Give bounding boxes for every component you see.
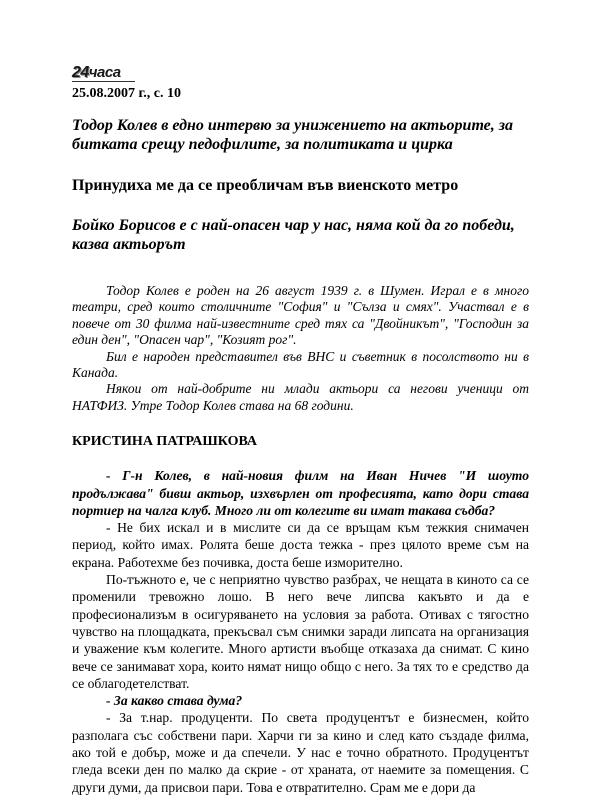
- interview-question: - За какво става дума?: [106, 693, 243, 709]
- interview-answer: По-тъжното е, че с неприятно чувство разбрах, че нещата в киното са се променили тревожно лошо. В него вече липсва какъвто и да е професионализъм в осигуряването на условия за работа. Отивах с тягостно чувство на площадката, прекъсвал съм снимки заради липсата на организация и уважение към колегите. Много артисти въобще отказаха да снимат. С кино вече се занимават хора, които нямат нищо общо с него. За тях то е средство да се облагодетелстват.: [72, 572, 529, 691]
- bio-box: [72, 283, 529, 414]
- bio-paragraph: Бил е народен представител във ВНС и съветник в посолството ни в Канада.: [72, 348, 529, 381]
- bio-paragraph: Тодор Колев е роден на 26 август 1939 г. в Шумен. Играл е в много театри, сред които столичните "София" и "Сълза и смях". Участвал е в повече от 30 филма най-известните сред тях са "Двойникът", "Господин за един ден", "Опасен чар", "Козият рог".: [72, 283, 529, 348]
- logo-number: 24: [72, 64, 89, 81]
- interview-question: - Г-н Колев, в най-новия филм на Иван Ничев "И шоуто продължава" бивш актьор, изхвърлен от професията, като дори става портиер на чалга клуб. Много ли от колегите ви имат такава съдба?: [72, 468, 529, 518]
- document-page: [72, 64, 529, 796]
- article-subhead: Принудиха ме да се преобличам във виенското метро: [72, 177, 459, 194]
- author-byline: КРИСТИНА ПАТРАШКОВА: [72, 434, 258, 450]
- dateline: 25.08.2007 г., с. 10: [72, 86, 181, 101]
- article-headline: Тодор Колев в едно интервю за унижението на актьорите, за битката срещу педофилите, за политиката и цирка: [72, 117, 514, 153]
- article-lede: Бойко Борисов е с най-опасен чар у нас, няма кой да го победи, казва актьорът: [72, 217, 515, 253]
- interview-body: [72, 467, 529, 796]
- interview-answer: - За т.нар. продуценти. По света продуцентът е бизнесмен, който разполага със собствени пари. Харчи ги за кино и след като създаде филма, ако той е добър, може и да спечели. У нас е точно обратното. Продуцентът гледа всеки ден по малко да скрие - от храната, от наемите за помещения. С други думи, да присвои пари. Това е отвратително. Срам ме е дори да: [72, 710, 529, 795]
- interview-answer: - Не бих искал и в мислите си да се връщам към тежкия снимачен период, който имах. Ролята беше доста тежка - през цялото време съм на екрана. Работехме без почивка, доста беше изморително.: [72, 520, 529, 570]
- bio-paragraph: Някои от най-добрите ни млади актьори са негови ученици от НАТФИЗ. Утре Тодор Колев става на 68 години.: [72, 381, 529, 413]
- newspaper-logo: [72, 65, 135, 82]
- logo-word: часа: [88, 64, 121, 81]
